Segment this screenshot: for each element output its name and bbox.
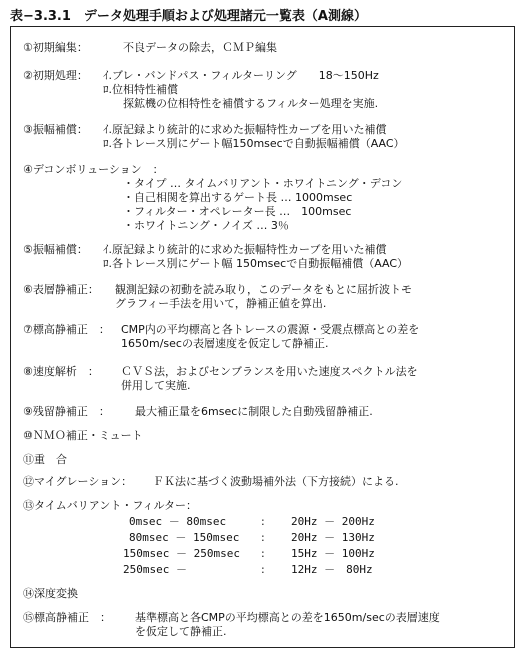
step-8-label: ⑧速度解析 ：: [23, 365, 99, 378]
step-2-line-3: 探鉱機の位相特性を補償するフィルター処理を実施.: [123, 97, 379, 110]
filter-row-freq: 15Hz － 100Hz: [291, 547, 375, 560]
step-12-line-1: ＦＫ法に基づく波動場補外法（下方接続）による.: [153, 475, 399, 488]
step-4-line-2: ・自己相関を算出するゲート長 … 1000msec: [123, 191, 353, 204]
step-2-label: ②初期処理：: [23, 69, 88, 82]
step-7-line-2: 1650m/secの表層速度を仮定して静補正.: [121, 337, 329, 350]
step-7-line-1: CMP内の平均標高と各トレースの震源・受震点標高との差を: [121, 323, 420, 336]
step-6-label: ⑥表層静補正：: [23, 283, 99, 296]
step-4-line-1: ・タイプ … タイムバリアント・ホワイトニング・デコン: [123, 177, 403, 190]
step-5-label: ⑤振幅補償：: [23, 243, 88, 256]
step-1-line-1: 不良データの除去，ＣＭＰ編集: [123, 41, 277, 54]
filter-row-freq: 20Hz － 130Hz: [291, 531, 375, 544]
step-2-line-2: ﾛ.位相特性補償: [103, 83, 178, 96]
filter-row-sep: :: [261, 515, 265, 528]
step-14-label: ⑭深度変換: [23, 587, 78, 600]
step-12-label: ⑫マイグレーション：: [23, 475, 133, 488]
step-8-line-2: 併用して実施.: [121, 379, 191, 392]
table-title: 表−3.3.1 データ処理手順および処理諸元一覧表（A測線）: [10, 9, 367, 24]
step-15-label: ⑮標高静補正 ：: [23, 611, 111, 624]
step-4-line-3: ・フィルター・オペレーター長 … 100msec: [123, 205, 352, 218]
step-4-line-4: ・ホワイトニング・ノイズ … 3％: [123, 219, 289, 232]
step-6-line-2: グラフィー手法を用いて，静補正値を算出.: [115, 297, 327, 310]
filter-row-sep: :: [261, 563, 265, 576]
step-1-label: ①初期編集：: [23, 41, 88, 54]
filter-row-sep: :: [261, 547, 265, 560]
step-11-label: ⑪重 合: [23, 453, 67, 466]
filter-row-freq: 20Hz － 200Hz: [291, 515, 375, 528]
filter-row: 0msec － 80msec: [129, 515, 227, 528]
filter-row-freq: 12Hz － 80Hz: [291, 563, 373, 576]
filter-row: 80msec － 150msec: [129, 531, 240, 544]
step-3-line-1: ｲ.原記録より統計的に求めた振幅特性カーブを用いた補償: [103, 123, 387, 136]
step-3-label: ③振幅補償：: [23, 123, 88, 136]
step-9-label: ⑨残留静補正 ：: [23, 405, 110, 418]
step-6-line-1: 観測記録の初動を読み取り，このデータをもとに屈折波トモ: [115, 283, 412, 296]
filter-row-sep: :: [261, 531, 265, 544]
filter-row: 250msec －: [123, 563, 187, 576]
step-9-line-1: 最大補正量を6msecに制限した自動残留静補正.: [135, 405, 373, 418]
step-7-label: ⑦標高静補正 ：: [23, 323, 110, 336]
step-13-label: ⑬タイムバリアント・フィルター：: [23, 499, 198, 512]
step-4-label: ④デコンボリューション ：: [23, 163, 164, 176]
step-2-line-1: ｲ.ブレ・バンドパス・フィルターリング 18～150Hz: [103, 69, 379, 82]
procedure-frame: [10, 26, 515, 648]
filter-row: 150msec － 250msec: [123, 547, 240, 560]
step-10-label: ⑩ＮＭＯ補正・ミュート: [23, 429, 143, 442]
step-5-line-2: ﾛ.各トレース別にゲート幅 150msecで自動振幅補償（AAC）: [103, 257, 409, 270]
step-5-line-1: ｲ.原記録より統計的に求めた振幅特性カーブを用いた補償: [103, 243, 387, 256]
step-15-line-2: を仮定して静補正.: [135, 625, 227, 638]
step-15-line-1: 基準標高と各CMPの平均標高との差を1650m/secの表層速度: [135, 611, 440, 624]
step-3-line-2: ﾛ.各トレース別にゲート幅150msecで自動振幅補償（AAC）: [103, 137, 405, 150]
step-8-line-1: ＣＶＳ法，およびセンブランスを用いた速度スペクトル法を: [121, 365, 418, 378]
